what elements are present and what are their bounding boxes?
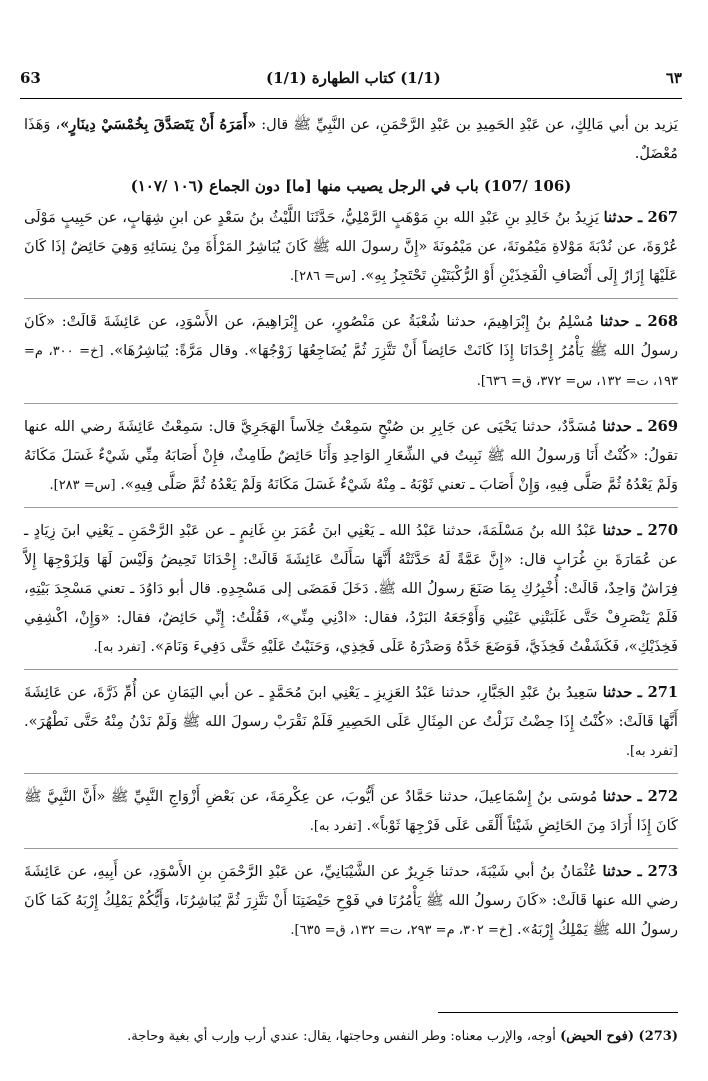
page-header bbox=[20, 64, 682, 92]
hadith-text: مُسْلِمُ بنُ إِبْرَاهِيمَ، حدثنا شُعْبَةُ عن مَنْصُورٍ، عن إِبْرَاهِيمَ، عن الأَسْوَدِ، عن عَائِشَةَ قَالَتْ: «كَانَ رسولُ الله ﷺ يَأْمُرُ إِحْدَانَا إِذَا كَانَتْ حَائِضاً أَنْ تَتَّزِرَ ثُمَّ يُضَاجِعُهَا زَوْجُهَا». وقال مَرَّةً: يُبَاشِرُهَا». bbox=[24, 313, 679, 359]
hadith-reference: [س= ٢٨٦]. bbox=[289, 269, 357, 284]
hadith-separator bbox=[24, 669, 678, 670]
running-title: (1/1) كتاب الطهارة (1/1) bbox=[265, 69, 441, 87]
paragraph-tail: ، وَهَذَا مُعْضَلٌ. bbox=[24, 116, 678, 162]
hadith-270 bbox=[24, 516, 678, 662]
hadith-opening: حدثنا bbox=[602, 863, 633, 880]
hadith-number: 272 ـ bbox=[637, 788, 679, 805]
hadith-269 bbox=[24, 412, 678, 500]
hadith-separator bbox=[24, 298, 678, 299]
hadith-number: 273 ـ bbox=[637, 863, 679, 880]
hadith-reference: [خ= ٣٠٢، م= ٢٩٣، ت= ١٣٢، ق= ٦٣٥]. bbox=[290, 923, 513, 938]
page-body bbox=[24, 110, 678, 945]
hadith-separator bbox=[24, 848, 678, 849]
hadith-267 bbox=[24, 203, 678, 291]
footnote bbox=[24, 1026, 678, 1048]
footnote-heading: (273) (فوح الحيض) bbox=[560, 1029, 678, 1044]
hadith-opening: حدثنا bbox=[602, 788, 633, 805]
hadith-number: 270 ـ bbox=[637, 522, 679, 539]
hadith-number: 269 ـ bbox=[637, 418, 678, 435]
page-number-latin: 63 bbox=[20, 69, 41, 87]
hadith-number: 267 ـ bbox=[638, 209, 679, 226]
hadith-text: مُسَدَّدٌ، حدثنا يَحْيَى عن جَابِرِ بن صُبْحٍ سَمِعْتُ خِلاَساً الهَجَرِيَّ قال: سَمِعْتُ عَائِشَةَ رضي الله عنها تقولُ: «كُنْتُ أَنَا وَرسولُ الله ﷺ نَبِيتُ في الشِّعَارِ الوَاحِدِ وَأَنَا حَائِضٌ طَامِثٌ، فإِنْ أَصَابَهُ مِنِّي شَيْءٌ غَسَلَ مَكَانَهُ وَلَمْ يَعْدُهُ ثُمَّ صَلَّى فِيهِ، وَإِنْ أَصَابَ ـ تعني ثَوْبَهُ ـ مِنْهُ شَيْءٌ غَسَلَ مَكَانَهُ وَلَمْ يَعْدُهُ ثُمَّ صَلَّى فِيهِ». bbox=[24, 418, 678, 493]
header-rule bbox=[20, 98, 682, 99]
hadith-reference: [س= ٢٨٣]. bbox=[49, 478, 116, 493]
chapter-heading: (106 /107) باب في الرجل يصيب منها [ما] دون الجماع (١٠٦ /١٠٧) bbox=[130, 177, 572, 195]
hadith-reference: [تفرد به]. bbox=[625, 744, 678, 759]
hadith-opening: حدثنا bbox=[602, 522, 633, 539]
page-number-arabic: ٦٣ bbox=[665, 69, 682, 87]
hadith-opening: حدثنا bbox=[599, 313, 630, 330]
hadith-text: عَبْدُ الله بنُ مَسْلَمَةَ، حدثنا عَبْدُ الله ـ يَعْنِي ابنَ عُمَرَ بنِ غَانِمٍ ـ عن عَبْدِ الرَّحْمَنِ ـ يَعْنِي ابنَ زِيَادٍ ـ عن عُمَارَةَ بنِ غُرَابٍ قال: «إِنَّ عَمَّةً لَهُ حَدَّثَتْهُ أَنَّهَا سَأَلَتْ عَائِشَةَ قَالَتْ: إِحْدَانَا تَحِيضُ وَلَيْسَ لَهَا وَلِزَوْجِهَا إِلاَّ فِرَاشٌ وَاحِدٌ، قَالَتْ: أُخْبِرُكِ بِمَا صَنَعَ رسولُ الله ﷺ. دَخَلَ فَمَضَى إلى مَسْجِدِهِ. قال أبو دَاوُدَ ـ تعني مَسْجِدَ بَيْتِهِ، فَلَمْ يَنْصَرِفْ حَتَّى غَلَبَتْنِي عَيْنِي وَأَوْجَعَهُ البَرْدُ، فقال: «ادْنِي مِنِّي»، فَقُلْتُ: إِنِّي حَائِضٌ، فقال: «وَإِنْ، اكْشِفِي فَخِذَيْكِ»، فَكَشَفْتُ فَخِذَيَّ، فَوَضَعَ خَدَّهُ وَصَدْرَهُ عَلَى فَخِذِي، وَحَنَيْتُ عَلَيْهِ حَتَّى دَفِيءَ وَنَامَ». bbox=[24, 522, 678, 655]
continuation-paragraph bbox=[24, 110, 678, 168]
hadith-number: 271 ـ bbox=[637, 684, 679, 701]
hadith-number: 268 ـ bbox=[636, 313, 679, 330]
hadith-separator bbox=[24, 403, 678, 404]
hadith-reference: [تفرد به]. bbox=[309, 819, 362, 834]
hadith-opening: حدثنا bbox=[603, 209, 634, 226]
hadith-268 bbox=[24, 307, 678, 396]
hadith-272 bbox=[24, 782, 678, 841]
prophetic-quote: «أَمَرَهُ أَنْ يَتَصَدَّقَ بِخُمْسَيْ دِينَارٍ» bbox=[60, 116, 257, 133]
hadith-reference: [خ= ٣٠٠، م= ١٩٣، ت= ١٣٢، س= ٣٧٢، ق= ٦٣٦]. bbox=[24, 344, 678, 389]
hadith-271 bbox=[24, 678, 678, 766]
hadith-text: سَعِيدُ بنُ عَبْدِ الجَبَّارِ، حدثنا عَبْدُ العَزِيزِ ـ يَعْنِي ابنَ مُحَمَّدٍ ـ عن أبي اليَمَانِ عن أُمِّ ذَرَّةَ، عن عَائِشَةَ أَنَّهَا قَالَتْ: «كُنْتُ إِذَا حِضْتُ نَزَلْتُ عن المِثَالِ عَلَى الحَصِيرِ فَلَمْ نَقْرَبْ رسولَ الله ﷺ وَلَمْ نَدْنُ مِنْهُ حَتَّى نَطْهُرَ». bbox=[24, 684, 678, 730]
hadith-text: يَزِيدُ بنُ خَالِدِ بنِ عَبْدِ الله بنِ مَوْهَبٍ الرَّمْلِيُّ، حَدَّثَنَا اللَّيْثُ بنُ سَعْدٍ عن ابنِ شِهَابٍ، عن حَبِيبٍ مَوْلَى عُرْوَةَ، عن نُدْبَةَ مَوْلاةِ مَيْمُونَةَ، عن مَيْمُونَةَ «إِنَّ رسولَ الله ﷺ كَانَ يُبَاشِرُ المَرْأَةَ مِنْ نِسَائِهِ وَهِيَ حَائِضٌ إذَا كَانَ عَلَيْهَا إِزَارٌ إِلَى أَنْصَافِ الْفَخِذَيْنِ أَوْ الرُّكْبَتَيْنِ تَحْتَجِزُ بِهِ». bbox=[24, 209, 678, 284]
hadith-opening: حدثنا bbox=[602, 684, 633, 701]
footnote-rule bbox=[438, 1012, 678, 1013]
hadith-text: عُثْمَانُ بنُ أبي شَيْبَةَ، حدثنا جَرِيرٌ عن الشَّيْبَانِيِّ، عن عَبْدِ الرَّحْمَنِ بنِ الأَسْوَدِ، عن أَبِيهِ، عن عَائِشَةَ رضي الله عنها قَالَتْ: «كَانَ رسولُ الله ﷺ يَأْمُرُنَا في فَوْحِ حَيْضَتِنَا أَنْ نَتَّزِرَ ثُمَّ يُبَاشِرُنَا، وَأَيُّكُمْ يَمْلِكُ إِرْبَهُ كَمَا كَانَ رسولُ الله ﷺ يَمْلِكُ إِرْبَهُ». bbox=[24, 863, 678, 938]
hadith-reference: [تفرد به]. bbox=[93, 640, 146, 655]
paragraph-text: يَزيد بن أبي مَالِكٍ، عن عَبْدِ الحَمِيدِ بن عَبْدِ الرَّحْمَنِ، عن النَّبِيِّ ﷺ قال: bbox=[256, 116, 678, 133]
hadith-273 bbox=[24, 857, 678, 945]
hadith-opening: حدثنا bbox=[602, 418, 632, 435]
footnote-text: أوجه، والإرب معناه: وطر النفس وحاجتها، يقال: عندي أرب وإرب أي بغية وحاجة. bbox=[127, 1029, 561, 1044]
hadith-text: مُوسَى بنُ إِسْمَاعِيلَ، حدثنا حَمَّادٌ عن أَيُّوبَ، عن عِكْرِمَةَ، عن بَعْضِ أَزْوَاجِ النَّبِيِّ ﷺ «أَنَّ النَّبِيَّ ﷺ كَانَ إِذَا أَرَادَ مِنَ الحَائِضِ شَيْئاً أَلْقَى عَلَى فَرْجِهَا ثَوْباً». bbox=[24, 788, 678, 834]
hadith-separator bbox=[24, 773, 678, 774]
hadith-separator bbox=[24, 507, 678, 508]
